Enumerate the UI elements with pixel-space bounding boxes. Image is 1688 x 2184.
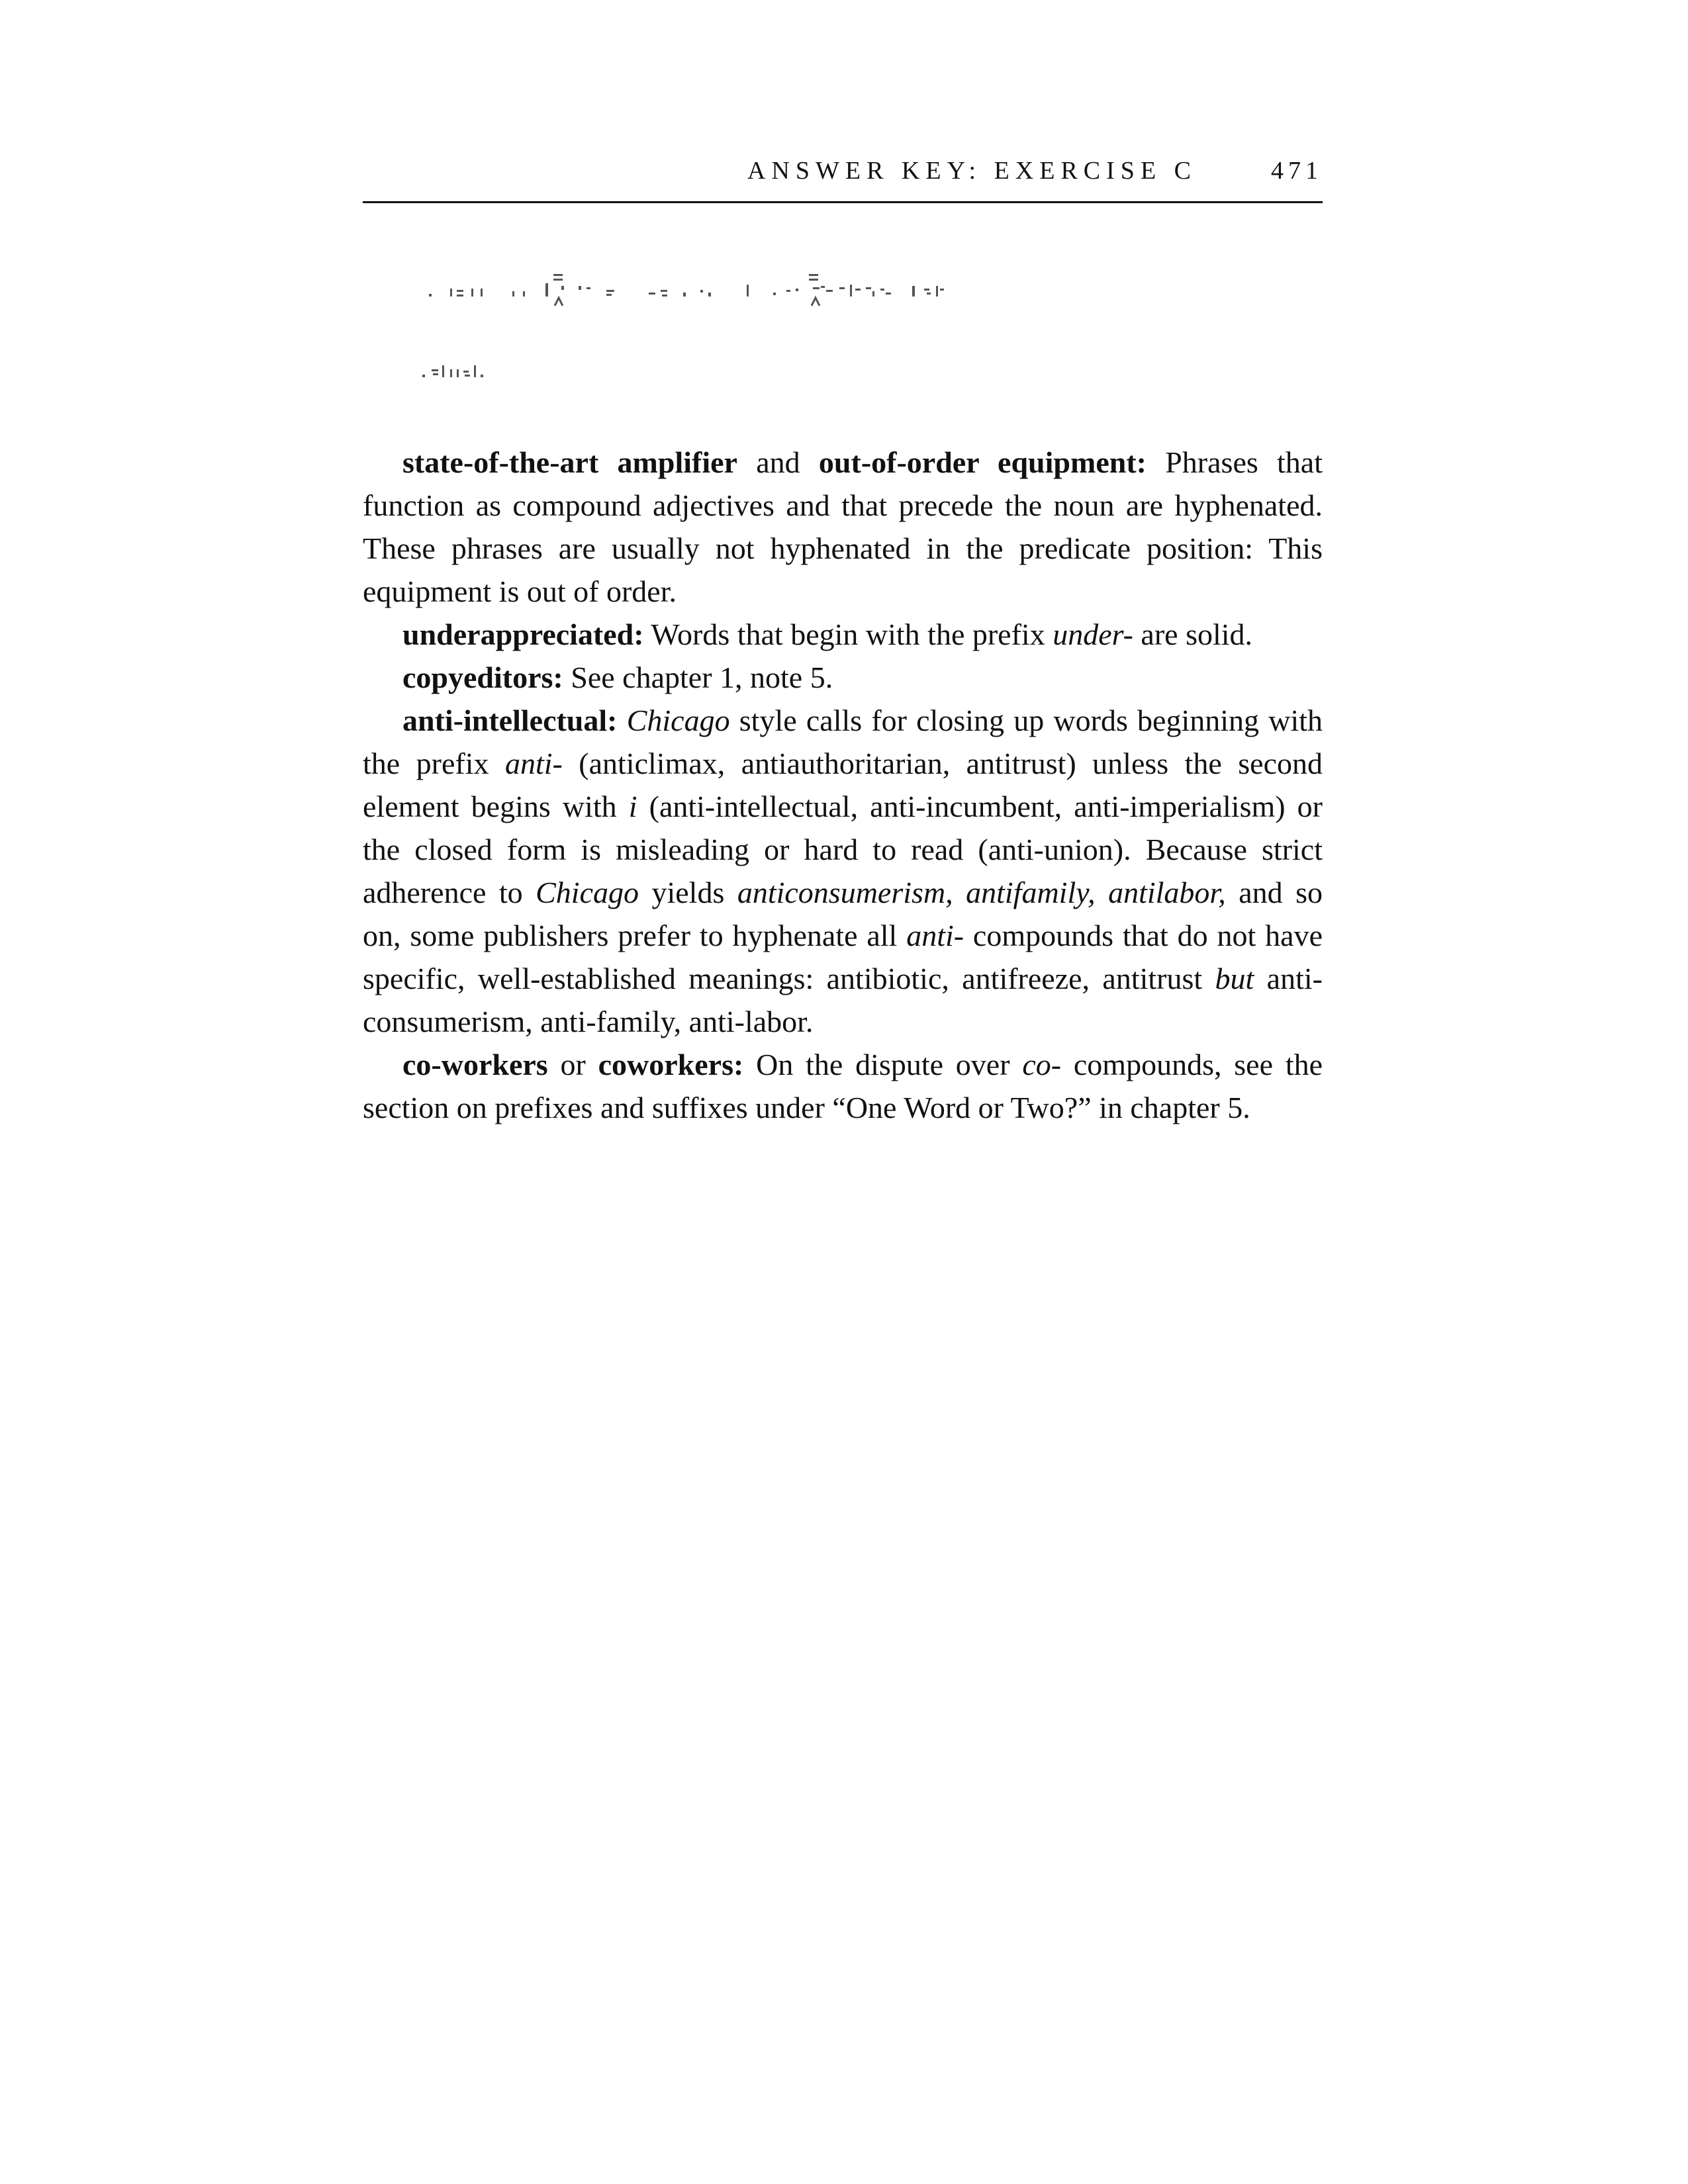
italic-text: co-: [1022, 1048, 1062, 1081]
note-text: Phrases that function as compound adjectives and that precede the noun are hyphenated. These phrases are usually not hyphenated in the predicate position: This equipment is out of order.: [363, 445, 1323, 608]
running-head: [363, 156, 1323, 196]
note-text: compounds that do not have specific, well-established meanings: antibiotic, antifreeze, antitrust: [363, 919, 1323, 995]
running-title: ANSWER KEY: EXERCISE C: [747, 157, 1197, 185]
illegible-scan-fragment-line-2: [416, 340, 1144, 393]
note-text: [618, 704, 627, 737]
term: copyeditors:: [402, 660, 563, 694]
illegible-scan-marks: [416, 340, 1144, 393]
answer-notes: [363, 441, 1323, 1129]
note-text: (anticlimax, antiauthoritarian, antitrust) unless the second element begins with: [363, 747, 1323, 823]
note-paragraph: [363, 656, 1323, 699]
italic-text: i: [628, 790, 637, 823]
italic-text: anti-: [504, 747, 563, 780]
term: underappreciated:: [402, 617, 644, 651]
note-text: are solid.: [1133, 617, 1253, 651]
note-paragraph: [363, 699, 1323, 1043]
page-number: 471: [1271, 157, 1323, 185]
note-text: yields: [639, 876, 737, 909]
note-text: or: [547, 1048, 598, 1081]
note-text: compounds, see the section on prefixes and suffixes under “One Word or Two?” in chapter 5.: [363, 1048, 1323, 1124]
illegible-scan-marks: [416, 259, 1144, 312]
note-text: On the dispute over: [743, 1048, 1023, 1081]
illegible-scan-fragment-line-1: [416, 259, 1144, 312]
term: out-of-order equipment:: [818, 445, 1147, 479]
term: co-workers: [402, 1048, 548, 1081]
note-text: (anti-intellectual, anti-incumbent, anti-imperialism) or the closed form is misleading or hard to read (anti-union). Because strict adherence to: [363, 790, 1323, 909]
note-text: and so on, some publishers prefer to hyphenate all: [363, 876, 1323, 952]
note-text: Words that begin with the prefix: [643, 617, 1053, 651]
note-paragraph: [363, 441, 1323, 613]
italic-text: anti-: [906, 919, 964, 952]
note-text: style calls for closing up words beginning with the prefix: [363, 704, 1323, 780]
note-paragraph: [363, 1043, 1323, 1129]
note-text: anticonsumerism, anti-family, anti-labor.: [363, 962, 1323, 1038]
note-text: See chapter 1, note 5.: [563, 660, 833, 694]
header-rule: [363, 201, 1323, 203]
italic-text: but: [1215, 962, 1254, 995]
italic-text: Chicago: [536, 876, 639, 909]
term: anti-intellectual:: [402, 704, 618, 737]
term: coworkers:: [598, 1048, 744, 1081]
note-text: and: [737, 445, 819, 479]
italic-text: anticonsumerism, antifamily, antilabor,: [737, 876, 1226, 909]
term: state-of-the-art amplifier: [402, 445, 737, 479]
italic-text: under-: [1053, 617, 1133, 651]
note-paragraph: [363, 613, 1323, 656]
italic-text: Chicago: [626, 704, 730, 737]
